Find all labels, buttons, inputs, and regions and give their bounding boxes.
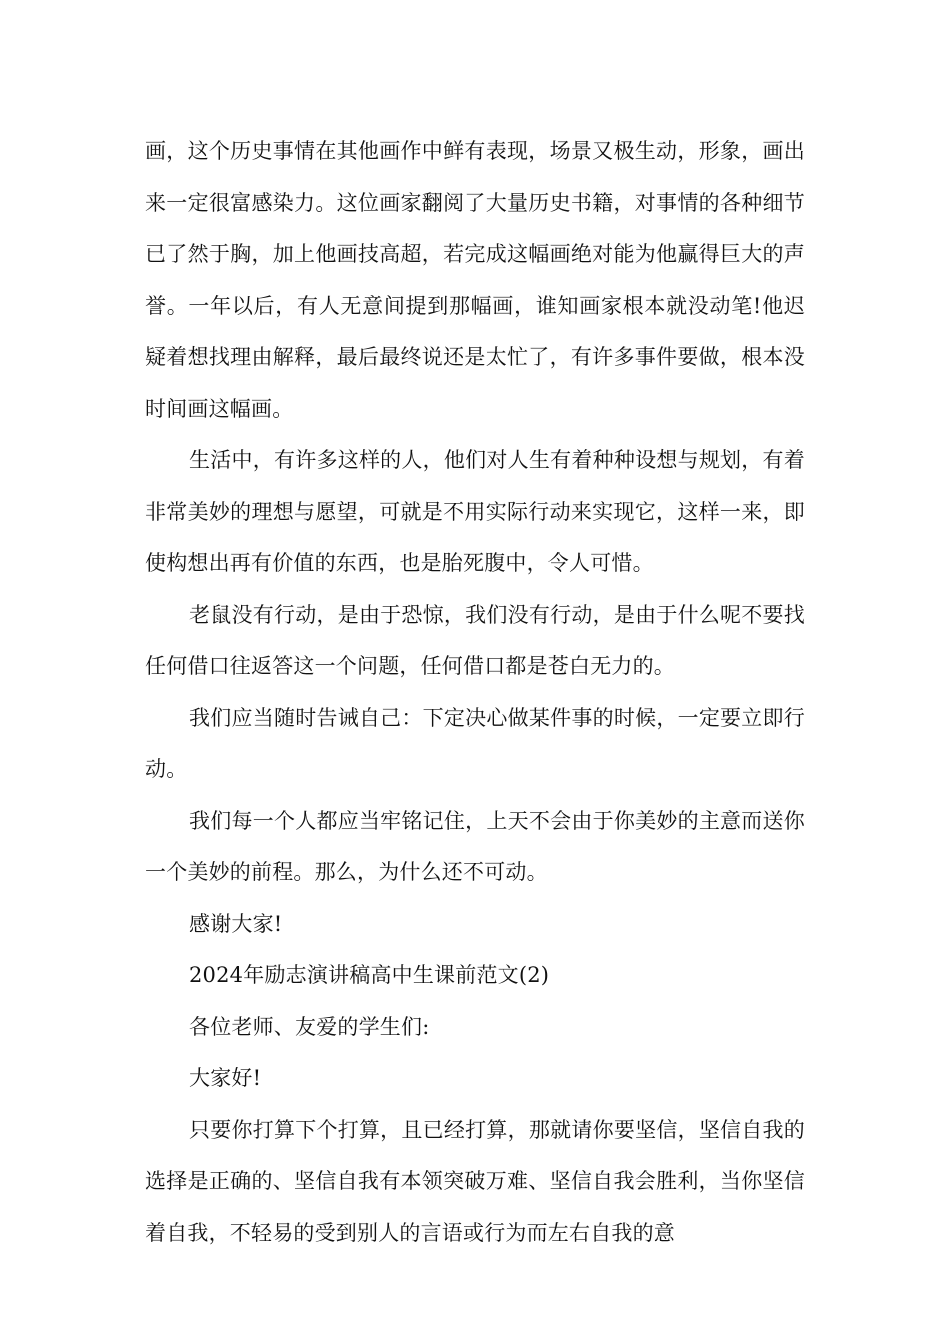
closing-thanks: 感谢大家! [189, 911, 283, 936]
paragraph-1: 画，这个历史事情在其他画作中鲜有表现，场景又极生动，形象，画出来一定很富感染力。这位画家翻阅了大量历史书籍，对事情的各种细节已了然于胸，加上他画技高超，若完成这幅画绝对能为他赢得巨大的声誉。一年以后，有人无意间提到那幅画，谁知画家根本就没动笔!他迟疑着想找理由解释，最后最终说还是太忙了，有许多事件要做，根本没时间画这幅画。 [145, 139, 805, 421]
section-title: 2024年励志演讲稿高中生课前范文(2) [189, 963, 550, 987]
greeting: 大家好! [189, 1066, 262, 1090]
paragraph-5: 我们每一个人都应当牢铭记住，上天不会由于你美妙的主意而送你一个美妙的前程。那么，为什么还不可动。 [145, 808, 805, 884]
salutation: 各位老师、友爱的学生们: [189, 1014, 430, 1039]
paragraph-3: 老鼠没有行动，是由于恐惊，我们没有行动，是由于什么呢不要找任何借口往返答这一个问题，任何借口都是苍白无力的。 [145, 602, 805, 678]
paragraph-4: 我们应当随时告诫自己：下定决心做某件事的时候，一定要立即行动。 [145, 705, 805, 781]
document-body [145, 126, 805, 1259]
paragraph-2: 生活中，有许多这样的人，他们对人生有着种种设想与规划，有着非常美妙的理想与愿望，可就是不用实际行动来实现它，这样一来，即使构想出再有价值的东西，也是胎死腹中，令人可惜。 [145, 448, 805, 575]
paragraph-10: 只要你打算下个打算，且已经打算，那就请你要坚信，坚信自我的选择是正确的、坚信自我有本领突破万难、坚信自我会胜利，当你坚信着自我，不轻易的受到别人的言语或行为而左右自我的意 [145, 1117, 805, 1245]
